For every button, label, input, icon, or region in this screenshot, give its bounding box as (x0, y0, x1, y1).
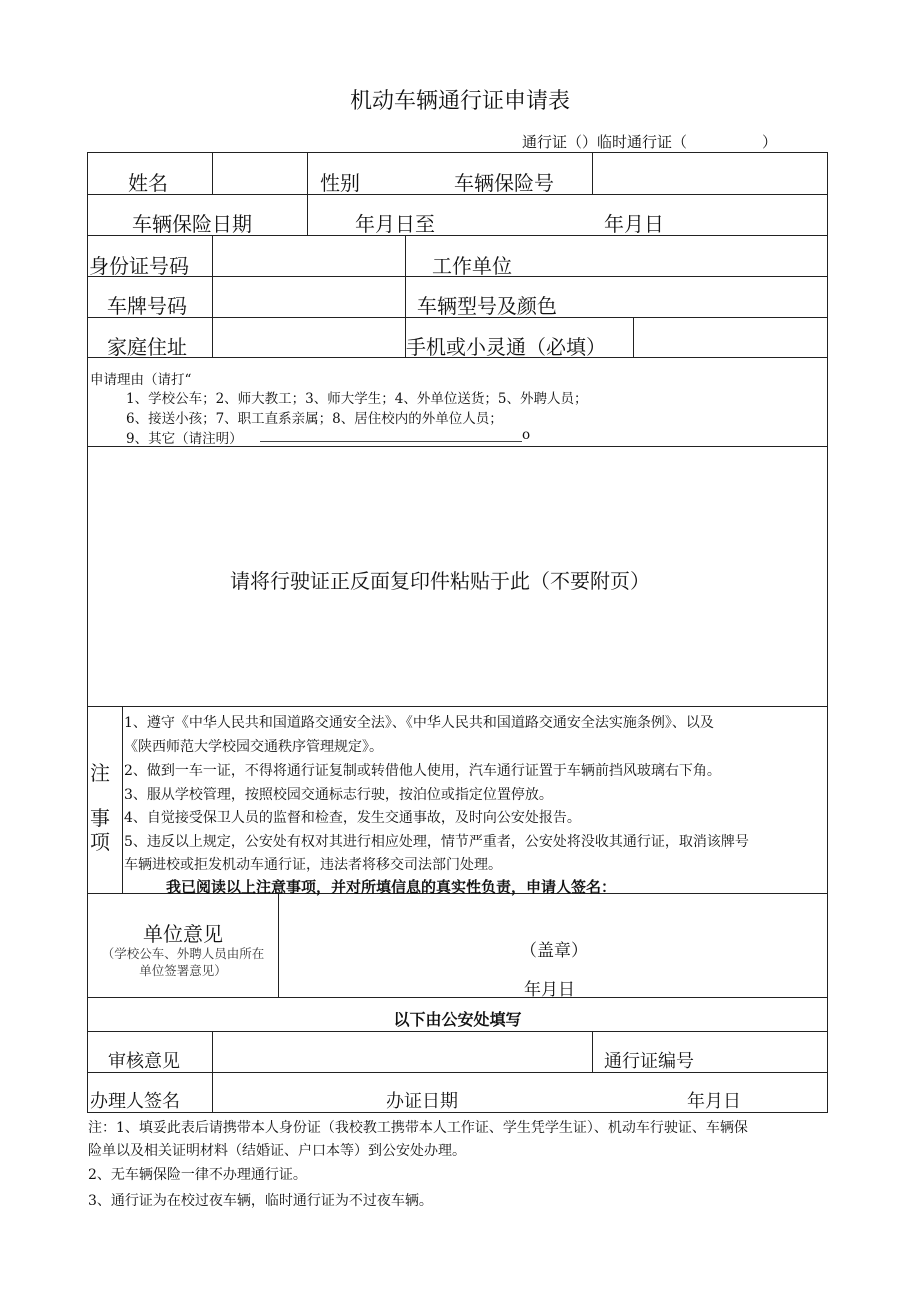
other-reason-blank[interactable] (260, 441, 522, 442)
insurance-date-label: 车辆保险日期 (132, 212, 252, 236)
unit-opinion-note-cont: 单位签署意见） (139, 963, 227, 978)
reason-option-other[interactable]: 9、其它（请注明） (126, 431, 243, 447)
unit-opinion-label: 单位意见 (143, 922, 223, 946)
cell-divider (278, 893, 279, 997)
insurance-number-label: 车辆保险号 (454, 171, 554, 195)
pass-type-line: 通行证（）临时通行证（ ） (522, 133, 778, 151)
cell-divider (212, 152, 213, 194)
cell-divider (592, 152, 593, 194)
note-item-3: 3、服从学校管理，按照校园交通标志行驶，按泊位或指定位置停放。 (124, 787, 553, 803)
pass-number-label: 通行证编号 (604, 1051, 694, 1072)
note-item-4: 4、自觉接受保卫人员的监督和检查，发生交通事故，及时向公安处报告。 (124, 810, 581, 826)
id-number-label: 身份证号码 (89, 254, 189, 278)
row-divider (87, 706, 828, 707)
note-item-5: 5、违反以上规定，公安处有权对其进行相应处理，情节严重者，公安处将没收其通行证，取消该牌号 (124, 834, 749, 850)
plate-number-label: 车牌号码 (107, 294, 187, 318)
police-section-header: 以下由公安处填写 (393, 1010, 522, 1029)
id-number-field[interactable] (214, 237, 404, 275)
handler-signature-label: 办理人签名 (90, 1091, 180, 1112)
cell-divider (592, 1031, 593, 1072)
row-divider (87, 1031, 828, 1032)
reason-line-end: o (522, 427, 531, 443)
footnote-1: 注：1、填妥此表后请携带本人身份证（我校教工携带本人工作证、学生凭学生证）、机动车行驶证、车辆保 (88, 1120, 748, 1136)
model-color-field[interactable] (580, 278, 826, 316)
notes-side-label: 注 (90, 761, 110, 785)
table-border-right (827, 152, 828, 1112)
cell-divider (212, 235, 213, 357)
cell-divider (122, 706, 123, 893)
reason-heading: 申请理由（请打“ (90, 372, 192, 388)
stamp-label: （盖章） (520, 941, 588, 961)
home-address-field[interactable] (214, 319, 404, 356)
issue-date-label: 办证日期 (386, 1091, 458, 1112)
name-field[interactable] (214, 154, 306, 192)
issue-date-value[interactable]: 年月日 (687, 1091, 741, 1112)
handler-signature-field[interactable] (214, 1074, 374, 1111)
footnote-3: 3、通行证为在校过夜车辆，临时通行证为不过夜车辆。 (88, 1193, 433, 1209)
reason-options-1[interactable]: 1、学校公车；2、师大教工；3、师大学生；4、外单位送货；5、外聘人员； (126, 391, 588, 407)
note-item-5-cont: 车辆进校或拒发机动车通行证，违法者将移交司法部门处理。 (124, 857, 502, 873)
work-unit-label: 工作单位 (432, 254, 512, 278)
note-item-2: 2、做到一车一证，不得将通行证复制或转借他人使用，汽车通行证置于车辆前挡风玻璃右下角。 (124, 763, 721, 779)
review-opinion-field[interactable] (214, 1033, 591, 1071)
home-address-label: 家庭住址 (107, 335, 187, 359)
pass-number-field[interactable] (700, 1033, 826, 1071)
unit-date: 年月日 (524, 980, 575, 1000)
model-color-label: 车辆型号及颜色 (417, 294, 557, 318)
applicant-signature-field[interactable] (670, 874, 820, 892)
row-divider (87, 997, 828, 998)
unit-opinion-note: （学校公车、外聘人员由所在 (101, 946, 265, 961)
footnote-2: 2、无车辆保险一律不办理通行证。 (88, 1167, 307, 1183)
work-unit-field[interactable] (530, 237, 826, 275)
paste-instruction: 请将行驶证正反面复印件粘贴于此（不要附页） (230, 569, 650, 593)
gender-label: 性别 (320, 171, 360, 195)
page-title: 机动车辆通行证申请表 (349, 89, 570, 114)
cell-divider (307, 194, 308, 235)
insurance-number-field[interactable] (594, 154, 826, 192)
row-divider (87, 1072, 828, 1073)
name-label: 姓名 (128, 171, 168, 195)
table-border-top (87, 152, 828, 153)
note-item-1: 1、遵守《中华人民共和国道路交通安全法》、《中华人民共和国道路交通安全法实施条例》、以及 (124, 715, 714, 731)
cell-divider (307, 152, 308, 194)
reason-options-2[interactable]: 6、接送小孩；7、职工直系亲属；8、居住校内的外单位人员； (126, 411, 503, 427)
cell-divider (212, 1031, 213, 1112)
phone-field[interactable] (635, 319, 826, 356)
plate-number-field[interactable] (214, 278, 404, 316)
phone-label: 手机或小灵通（必填） (406, 335, 606, 359)
cell-divider (633, 317, 634, 357)
review-opinion-label: 审核意见 (108, 1051, 180, 1072)
notes-side-label: 项 (90, 830, 110, 854)
footnote-1-cont: 险单以及相关证明材料（结婚证、户口本等）到公安处办理。 (88, 1143, 466, 1159)
note-item-1-cont: 《陕西师范大学校园交通秩序管理规定》。 (124, 739, 383, 755)
insurance-date-to[interactable]: 年月日 (604, 212, 664, 236)
insurance-date-from[interactable]: 年月日至 (355, 212, 435, 236)
notes-side-label: 事 (90, 806, 110, 830)
declaration-text: 我已阅读以上注意事项，并对所填信息的真实性负责，申请人签名： (166, 878, 617, 896)
